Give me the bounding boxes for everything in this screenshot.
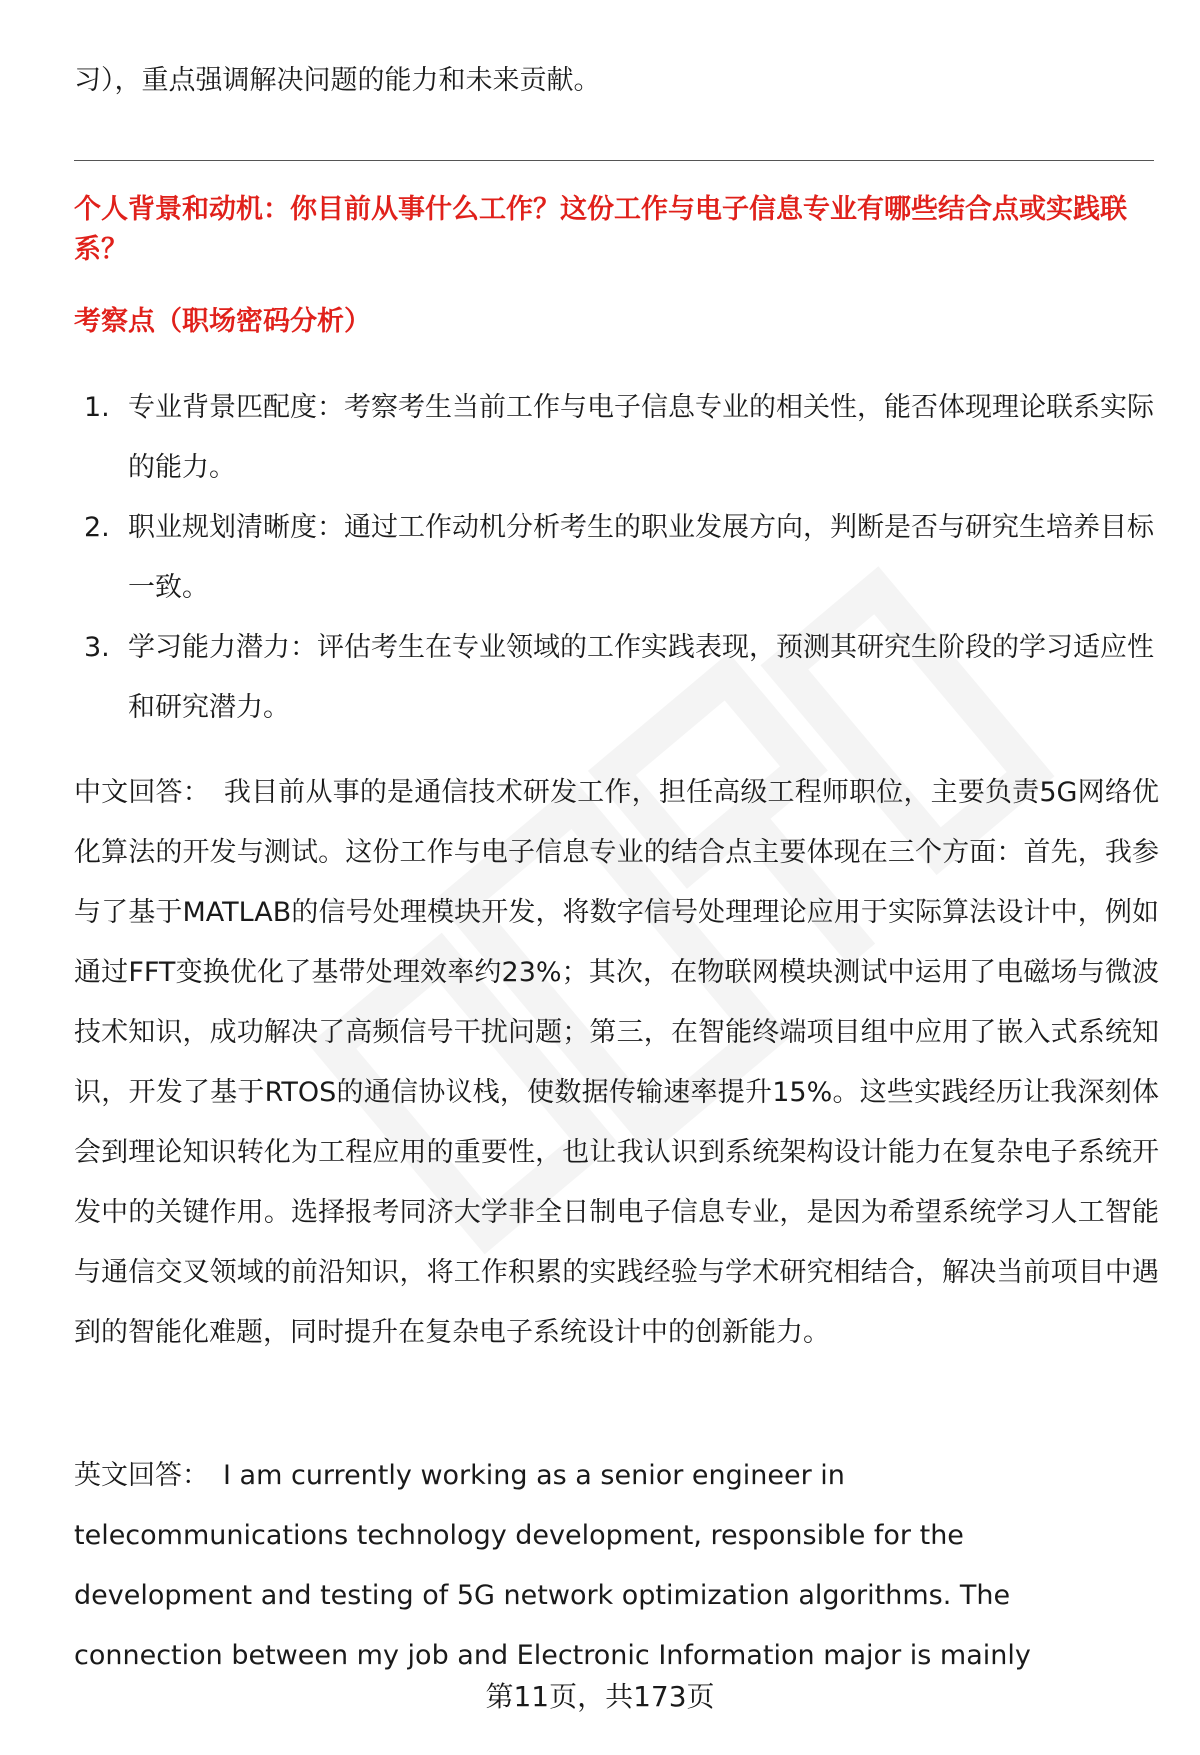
page-number-footer: 第11页，共173页 (485, 1680, 715, 1713)
list-item (74, 618, 1154, 738)
list-item-text: 专业背景匹配度：考察考生当前工作与电子信息专业的相关性，能否体现理论联系实际的能力。 (128, 392, 1154, 483)
chinese-answer-label: 中文回答： (74, 777, 210, 808)
chinese-answer (74, 763, 1159, 1363)
list-item-number: 2. (84, 512, 110, 543)
document-page (74, 0, 1160, 1755)
list-item (74, 498, 1154, 618)
english-answer-label: 英文回答： (74, 1460, 209, 1491)
english-answer-text: I am currently working as a senior engineer in telecommunications technology development, responsible for the development and testing of 5G network optimization algorithms. The connection between my job and Electronic Information major is mainly (74, 1460, 1031, 1671)
question-heading: 个人背景和动机：你目前从事什么工作？这份工作与电子信息专业有哪些结合点或实践联系？ (74, 194, 1127, 265)
list-item-number: 1. (84, 392, 110, 423)
carry-over-text: 习），重点强调解决问题的能力和未来贡献。 (74, 65, 601, 96)
chinese-answer-text: 我目前从事的是通信技术研发工作，担任高级工程师职位，主要负责5G网络优化算法的开发与测试。这份工作与电子信息专业的结合点主要体现在三个方面：首先，我参与了基于MATLAB的信号处理模块开发，将数字信号处理理论应用于实际算法设计中，例如通过FFT变换优化了基带处理效率约23%；其次，在物联网模块测试中运用了电磁场与微波技术知识，成功解决了高频信号干扰问题；第三，在智能终端项目组中应用了嵌入式系统知识，开发了基于RTOS的通信协议栈，使数据传输速率提升15%。这些实践经历让我深刻体会到理论知识转化为工程应用的重要性，也让我认识到系统架构设计能力在复杂电子系统开发中的关键作用。选择报考同济大学非全日制电子信息专业，是因为希望系统学习人工智能与通信交叉领域的前沿知识，将工作积累的实践经验与学术研究相结合，解决当前项目中遇到的智能化难题，同时提升在复杂电子系统设计中的创新能力。 (74, 777, 1160, 1348)
list-item-number: 3. (84, 632, 110, 663)
english-answer (74, 1446, 1074, 1686)
section-divider (74, 160, 1154, 161)
points-heading: 考察点（职场密码分析） (74, 306, 371, 337)
list-item-text: 学习能力潜力：评估考生在专业领域的工作实践表现，预测其研究生阶段的学习适应性和研究潜力。 (128, 632, 1154, 723)
points-list (74, 378, 1154, 738)
list-item (74, 378, 1154, 498)
list-item-text: 职业规划清晰度：通过工作动机分析考生的职业发展方向，判断是否与研究生培养目标一致。 (128, 512, 1154, 603)
